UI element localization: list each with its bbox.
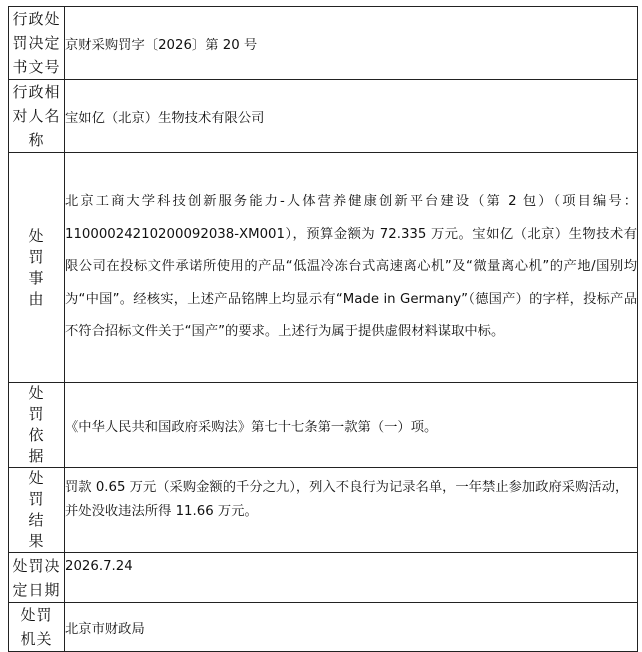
penalty-basis-value: 《中华人民共和国政府采购法》第七十七条第一款第（一）项。	[65, 383, 638, 468]
row-penalty-result	[9, 468, 638, 553]
label-line: 处罚决	[12, 556, 61, 575]
label-line: 依	[28, 426, 45, 444]
label-penalty-reason	[9, 153, 65, 383]
label-line: 书文号	[12, 58, 61, 76]
label-line: 处	[28, 384, 45, 402]
label-line: 行政相	[12, 83, 61, 101]
label-line: 定日期	[12, 580, 61, 599]
label-doc-number	[9, 7, 65, 80]
label-line: 罚决定	[12, 34, 61, 52]
penalty-result-value: 罚款 0.65 万元（采购金额的千分之九），列入不良行为记录名单，一年禁止参加政府采购活动，并处没收违法所得 11.66 万元。	[65, 468, 638, 553]
penalty-reason-value: 北京工商大学科技创新服务能力-人体营养健康创新平台建设（第 2 包）（项目编号：1100002421020009203​8-XM001），预算金额为 72.335 万元。宝如亿（北京）生物技术有限公司在投标文件承诺所使用的产品“低温冷冻台式高速离心机”及“微量离心机”的产地/国别均为“中国”。经核实，上述产品铭牌上均显示有“Made in Germany”（德国产）的字样，投标产品不符合招标文件关于“国产”的要求。上述行为属于提供虚假材料谋取中标。	[65, 153, 638, 383]
row-authority	[9, 603, 638, 652]
label-line: 果	[28, 532, 45, 550]
row-party-name	[9, 80, 638, 153]
label-line: 称	[28, 131, 45, 149]
row-decision-date	[9, 553, 638, 603]
label-line: 事	[28, 268, 45, 287]
label-line: 处	[28, 226, 45, 245]
party-name-value: 宝如亿（北京）生物技术有限公司	[65, 80, 638, 153]
row-doc-number	[9, 7, 638, 80]
label-line: 机关	[20, 630, 53, 648]
label-penalty-result	[9, 468, 65, 553]
label-penalty-basis	[9, 383, 65, 468]
label-line: 行政处	[12, 10, 61, 28]
label-line: 罚	[28, 247, 45, 266]
label-party-name	[9, 80, 65, 153]
label-authority	[9, 603, 65, 652]
row-penalty-reason	[9, 153, 638, 383]
row-penalty-basis	[9, 383, 638, 468]
label-line: 罚	[28, 405, 45, 423]
label-line: 罚	[28, 490, 45, 508]
label-line: 结	[28, 511, 45, 529]
decision-date-value: 2026.7.24	[65, 553, 638, 603]
label-line: 处	[28, 469, 45, 487]
label-decision-date	[9, 553, 65, 603]
authority-value: 北京市财政局	[65, 603, 638, 652]
label-line: 对人名	[12, 107, 61, 125]
penalty-decision-table	[8, 6, 638, 652]
label-line: 由	[28, 289, 45, 308]
doc-number-value: 京财采购罚字〔2026〕第 20 号	[65, 7, 638, 80]
label-line: 处罚	[20, 606, 53, 624]
label-line: 据	[28, 447, 45, 465]
